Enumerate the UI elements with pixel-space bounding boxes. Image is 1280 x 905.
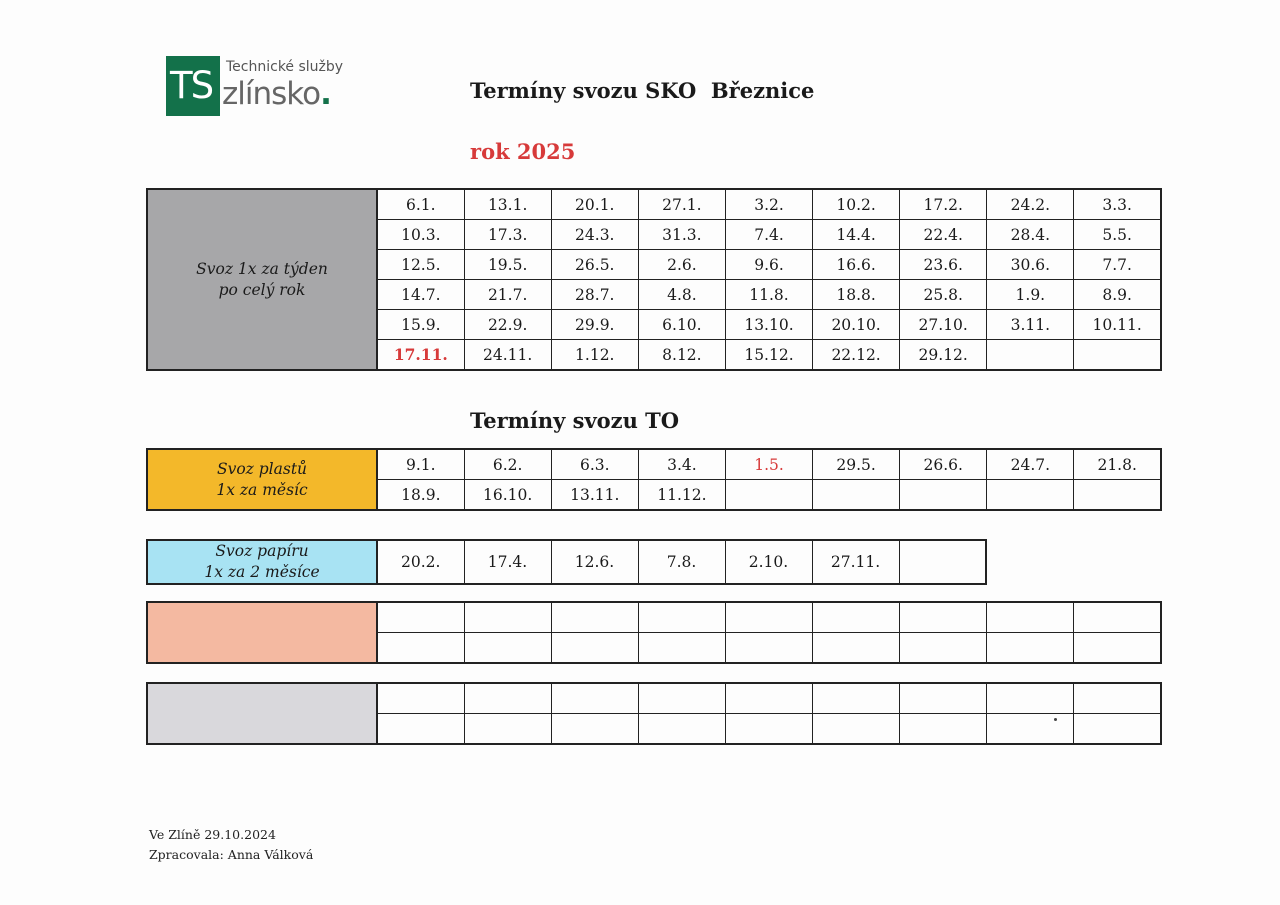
row-label-cell	[147, 449, 377, 510]
date-cell	[464, 714, 551, 745]
date-cell: 2.6.	[638, 250, 725, 280]
date-cell	[900, 683, 987, 714]
date-cell: 6.1.	[377, 189, 464, 220]
company-logo	[166, 56, 366, 116]
date-cell: 22.4.	[900, 220, 987, 250]
date-cell: 7.8.	[638, 540, 725, 584]
date-cell: 4.8.	[638, 280, 725, 310]
date-cell: 20.1.	[551, 189, 638, 220]
date-cell: 14.4.	[813, 220, 900, 250]
date-cell: 6.10.	[638, 310, 725, 340]
date-cell: 13.10.	[725, 310, 812, 340]
date-cell: 26.6.	[900, 449, 987, 480]
date-cell	[987, 480, 1074, 511]
date-cell	[464, 683, 551, 714]
date-cell	[1074, 480, 1161, 511]
date-cell: 15.9.	[377, 310, 464, 340]
date-cell: 28.4.	[987, 220, 1074, 250]
date-cell: 10.2.	[813, 189, 900, 220]
date-cell: 9.1.	[377, 449, 464, 480]
date-cell: 8.12.	[638, 340, 725, 371]
date-cell	[1074, 683, 1161, 714]
date-cell	[987, 714, 1074, 745]
date-cell	[551, 683, 638, 714]
date-cell	[1074, 633, 1161, 664]
date-cell	[464, 602, 551, 633]
date-cell: 1.9.	[987, 280, 1074, 310]
date-cell	[638, 633, 725, 664]
date-cell: 24.2.	[987, 189, 1074, 220]
footer-author: Zpracovala: Anna Válková	[149, 847, 314, 862]
date-cell: 26.5.	[551, 250, 638, 280]
date-cell	[987, 340, 1074, 371]
date-cell: 12.5.	[377, 250, 464, 280]
date-cell	[551, 714, 638, 745]
date-cell: 13.1.	[464, 189, 551, 220]
date-cell: 29.9.	[551, 310, 638, 340]
date-cell: 11.8.	[725, 280, 812, 310]
date-cell: 21.8.	[1074, 449, 1161, 480]
date-cell	[377, 602, 464, 633]
date-cell: 20.10.	[813, 310, 900, 340]
paper-schedule-table	[146, 539, 987, 585]
date-cell: 18.9.	[377, 480, 464, 511]
date-cell: 10.11.	[1074, 310, 1161, 340]
date-cell: 25.8.	[900, 280, 987, 310]
date-cell	[900, 480, 987, 511]
date-cell: 6.2.	[464, 449, 551, 480]
date-cell	[813, 714, 900, 745]
date-cell	[899, 540, 986, 584]
title-to: Termíny svozu TO	[470, 408, 680, 433]
year-label: rok 2025	[470, 139, 576, 164]
logo-dot: .	[320, 76, 331, 112]
date-cell: 31.3.	[638, 220, 725, 250]
date-cell: 2.10.	[725, 540, 812, 584]
logo-subtitle: Technické služby	[226, 59, 344, 75]
row-label-cell	[147, 683, 377, 744]
date-cell	[551, 633, 638, 664]
row-label-line: Svoz plastů	[216, 459, 308, 478]
date-cell: 3.3.	[1074, 189, 1161, 220]
title-sko: Termíny svozu SKO Březnice	[470, 78, 815, 103]
date-cell: 17.11.	[377, 340, 464, 371]
date-cell	[725, 714, 812, 745]
plastic-schedule-table	[146, 448, 1162, 511]
date-cell: 20.2.	[377, 540, 464, 584]
logo-name-text: zlínsko	[222, 76, 321, 112]
date-cell	[987, 633, 1074, 664]
table-row	[147, 602, 1161, 633]
date-cell	[900, 714, 987, 745]
date-cell: 6.3.	[551, 449, 638, 480]
table-row	[147, 189, 1161, 220]
date-cell: 7.4.	[725, 220, 812, 250]
date-cell: 27.11.	[812, 540, 899, 584]
date-cell: 17.3.	[464, 220, 551, 250]
date-cell: 17.2.	[900, 189, 987, 220]
date-cell: 3.2.	[725, 189, 812, 220]
date-cell: 16.6.	[813, 250, 900, 280]
date-cell: 28.7.	[551, 280, 638, 310]
row-label-line: 1x za měsíc	[216, 480, 308, 499]
row-label-cell	[147, 189, 377, 370]
date-cell: 27.10.	[900, 310, 987, 340]
row-label-line: 1x za 2 měsíce	[204, 563, 320, 581]
row-label-cell	[147, 540, 377, 584]
date-cell	[464, 633, 551, 664]
date-cell	[638, 683, 725, 714]
table-row	[147, 540, 986, 584]
date-cell	[900, 602, 987, 633]
table-row	[147, 449, 1161, 480]
stray-mark	[1054, 718, 1057, 721]
date-cell	[551, 602, 638, 633]
date-cell: 9.6.	[725, 250, 812, 280]
date-cell: 22.12.	[813, 340, 900, 371]
sko-schedule-table	[146, 188, 1162, 371]
date-cell: 3.4.	[638, 449, 725, 480]
date-cell	[1074, 602, 1161, 633]
table-row	[147, 683, 1161, 714]
date-cell	[1074, 340, 1161, 371]
logo-name	[222, 76, 331, 112]
date-cell: 24.7.	[987, 449, 1074, 480]
date-cell: 13.11.	[551, 480, 638, 511]
date-cell: 29.12.	[900, 340, 987, 371]
date-cell	[377, 714, 464, 745]
date-cell: 16.10.	[464, 480, 551, 511]
date-cell: 17.4.	[464, 540, 551, 584]
date-cell: 14.7.	[377, 280, 464, 310]
date-cell	[813, 683, 900, 714]
date-cell: 1.5.	[725, 449, 812, 480]
footer-place-date: Ve Zlíně 29.10.2024	[149, 827, 276, 842]
date-cell	[377, 683, 464, 714]
date-cell: 8.9.	[1074, 280, 1161, 310]
empty-schedule-table-1	[146, 601, 1162, 664]
date-cell	[1074, 714, 1161, 745]
date-cell: 5.5.	[1074, 220, 1161, 250]
date-cell	[638, 714, 725, 745]
date-cell	[813, 602, 900, 633]
date-cell: 15.12.	[725, 340, 812, 371]
date-cell: 11.12.	[638, 480, 725, 511]
date-cell: 24.11.	[464, 340, 551, 371]
date-cell: 29.5.	[813, 449, 900, 480]
date-cell: 30.6.	[987, 250, 1074, 280]
date-cell: 27.1.	[638, 189, 725, 220]
date-cell	[987, 602, 1074, 633]
date-cell	[725, 633, 812, 664]
date-cell	[987, 683, 1074, 714]
date-cell: 24.3.	[551, 220, 638, 250]
date-cell: 7.7.	[1074, 250, 1161, 280]
date-cell: 22.9.	[464, 310, 551, 340]
date-cell	[638, 602, 725, 633]
logo-ts-box: TS	[166, 56, 220, 116]
date-cell: 18.8.	[813, 280, 900, 310]
date-cell	[813, 480, 900, 511]
row-label-line: po celý rok	[218, 280, 306, 299]
row-label-cell	[147, 602, 377, 663]
row-label-line: Svoz papíru	[215, 542, 309, 560]
date-cell	[900, 633, 987, 664]
date-cell	[725, 602, 812, 633]
date-cell: 23.6.	[900, 250, 987, 280]
date-cell	[813, 633, 900, 664]
date-cell: 3.11.	[987, 310, 1074, 340]
date-cell: 19.5.	[464, 250, 551, 280]
date-cell	[377, 633, 464, 664]
date-cell: 10.3.	[377, 220, 464, 250]
row-label-line: Svoz 1x za týden	[196, 259, 328, 278]
date-cell: 12.6.	[551, 540, 638, 584]
date-cell	[725, 480, 812, 511]
empty-schedule-table-2	[146, 682, 1162, 745]
date-cell: 1.12.	[551, 340, 638, 371]
date-cell	[725, 683, 812, 714]
date-cell: 21.7.	[464, 280, 551, 310]
